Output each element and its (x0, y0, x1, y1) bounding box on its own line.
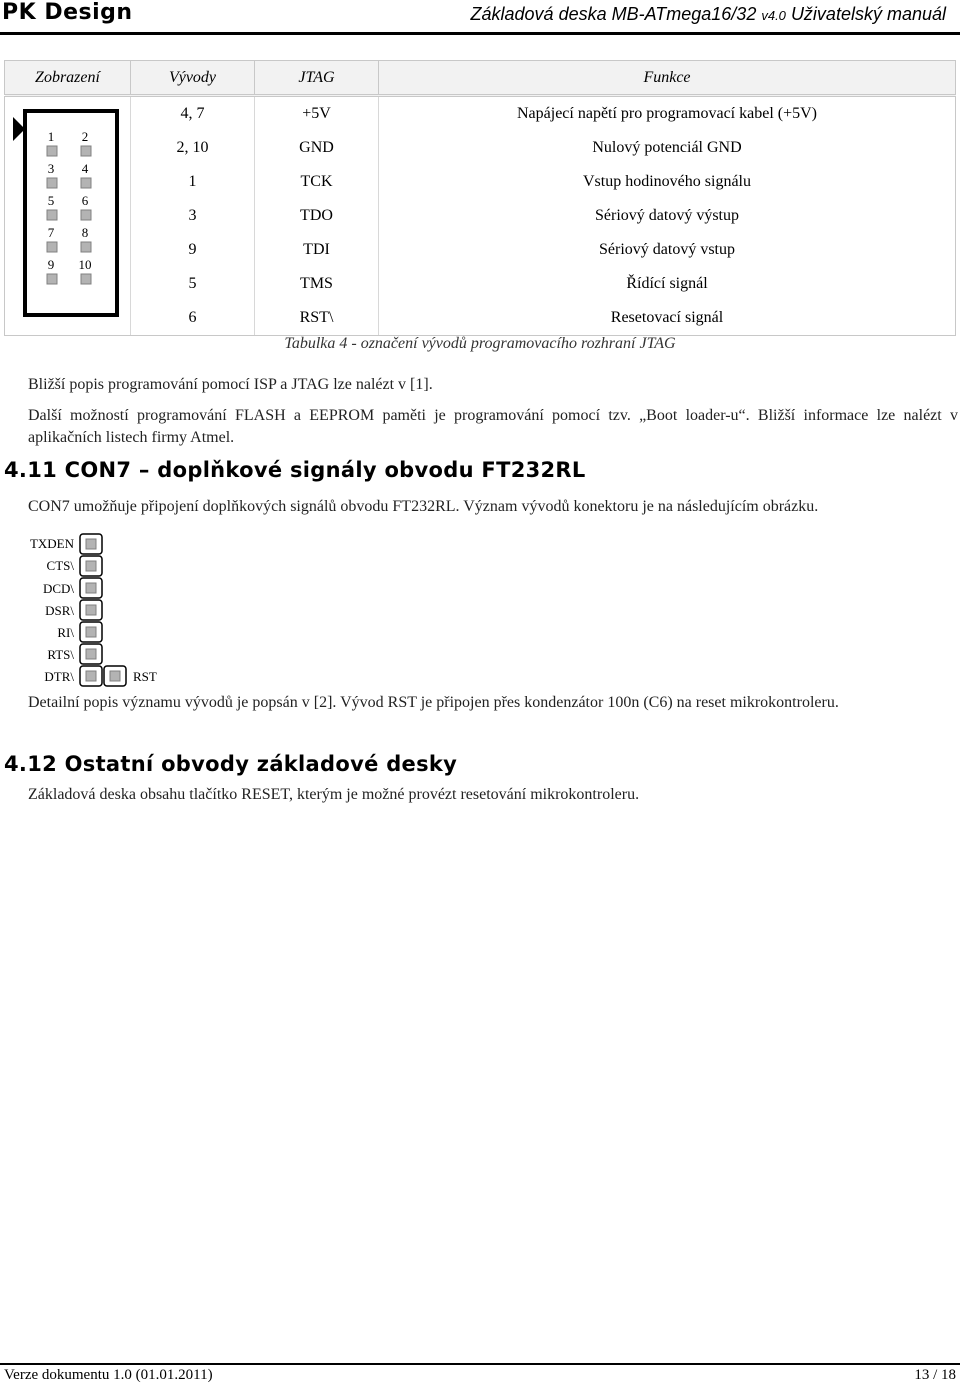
footer-rule (0, 1363, 960, 1365)
table-row (5, 301, 956, 336)
cell-pins: 4, 7 (131, 96, 255, 132)
cell-jtag: TMS (255, 267, 379, 301)
connector-pin-label: 9 (47, 257, 55, 272)
pin-core (86, 649, 96, 659)
header-jtag: JTAG (255, 61, 379, 96)
connector-pin-label: 7 (47, 225, 55, 240)
cell-jtag: TCK (255, 165, 379, 199)
paragraph-con7-detail: Detailní popis významu vývodů je popsán v [2]. Vývod RST je připojen přes kondenzátor 100n (C6) na reset mikrokontroleru. (28, 694, 839, 711)
connector-pin-label: 5 (47, 193, 55, 208)
paragraph-reset: Základová deska obsahu tlačítko RESET, kterým je možné provézt resetování mikrokontroleru. (28, 786, 640, 803)
pin-core (86, 583, 96, 593)
cell-pins: 2, 10 (131, 131, 255, 165)
con7-pin-label: DTR\ (44, 669, 74, 684)
pin-pad (47, 146, 57, 156)
cell-function: Sériový datový výstup (379, 199, 956, 233)
paragraph-bootloader: Další možností programování FLASH a EEPROM paměti je programování pomocí tzv. „Boot loader-u“. Bližší informace lze nalézt v aplikačních listech firmy Atmel. (28, 407, 958, 446)
pin-core (86, 561, 96, 571)
con7-pin-label: RI\ (57, 625, 74, 640)
pin-core (86, 605, 96, 615)
cell-function: Napájecí napětí pro programovací kabel (+5V) (379, 96, 956, 132)
con7-pin-label: CTS\ (46, 558, 74, 573)
cell-jtag: TDO (255, 199, 379, 233)
cell-jtag: RST\ (255, 301, 379, 336)
connector-picture-cell (5, 96, 131, 336)
title-prefix: Základová deska MB-ATmega16/32 (470, 4, 757, 24)
paragraph-isp-jtag: Bližší popis programování pomocí ISP a JTAG lze nalézt v [1]. (28, 376, 433, 393)
con7-pin-label: DCD\ (42, 581, 74, 596)
connector-pin-label: 1 (47, 129, 55, 144)
connector-pin-label: 4 (81, 161, 89, 176)
title-suffix: Uživatelský manuál (790, 4, 946, 24)
table-row (5, 165, 956, 199)
pin-pad (81, 242, 91, 252)
footer-page-number: 13 / 18 (914, 1367, 956, 1383)
cell-function: Sériový datový vstup (379, 233, 956, 267)
cell-function: Resetovací signál (379, 301, 956, 336)
con7-pin-label: RTS\ (47, 647, 74, 662)
cell-pins: 6 (131, 301, 255, 336)
pin-pad (47, 210, 57, 220)
table-row (5, 267, 956, 301)
cell-function: Vstup hodinového signálu (379, 165, 956, 199)
cell-function: Nulový potenciál GND (379, 131, 956, 165)
pin-pad (81, 146, 91, 156)
cell-pins: 9 (131, 233, 255, 267)
connector-pin-label: 10 (78, 257, 92, 272)
pin-pad (47, 274, 57, 284)
con7-connector-diagram (20, 530, 220, 690)
title-version: v4.0 (761, 8, 786, 23)
cell-pins: 5 (131, 267, 255, 301)
pin-pad (47, 242, 57, 252)
jtag-connector-diagram (5, 97, 130, 327)
connector-pin-label: 8 (81, 225, 89, 240)
table-row (5, 199, 956, 233)
header-pins: Vývody (131, 61, 255, 96)
header-function: Funkce (379, 61, 956, 96)
pin-pad (47, 178, 57, 188)
cell-pins: 3 (131, 199, 255, 233)
pin-pad (81, 178, 91, 188)
brand-logo: PK Design (2, 0, 133, 25)
header-display: Zobrazení (5, 61, 131, 96)
con7-rst-label: RST (133, 669, 157, 684)
table-row (5, 96, 956, 132)
connector-pin-label: 3 (47, 161, 55, 176)
con7-pin-label: DSR\ (45, 603, 74, 618)
table-caption: Tabulka 4 - označení vývodů programovacího rozhraní JTAG (284, 335, 676, 352)
pin-core (86, 671, 96, 681)
pin-pad (81, 210, 91, 220)
cell-pins: 1 (131, 165, 255, 199)
header-rule (0, 32, 960, 35)
jtag-table (4, 60, 956, 336)
con7-pin-label: TXDEN (29, 536, 74, 551)
connector-pin-label: 6 (81, 193, 89, 208)
pin-core (86, 539, 96, 549)
cell-function: Řídící signál (379, 267, 956, 301)
cell-jtag: +5V (255, 96, 379, 132)
table-header-row (5, 61, 956, 96)
section-title-other: 4.12 Ostatní obvody základové desky (4, 752, 458, 776)
paragraph-con7: CON7 umožňuje připojení doplňkových signálů obvodu FT232RL. Význam vývodů konektoru je na následujícím obrázku. (28, 498, 819, 515)
table-row (5, 131, 956, 165)
pin-pad (81, 274, 91, 284)
pin-core (86, 627, 96, 637)
cell-jtag: GND (255, 131, 379, 165)
section-title-con7: 4.11 CON7 – doplňkové signály obvodu FT232RL (4, 458, 586, 482)
document-title (471, 4, 946, 25)
connector-pin-label: 2 (81, 129, 89, 144)
footer-version: Verze dokumentu 1.0 (01.01.2011) (4, 1367, 213, 1383)
cell-jtag: TDI (255, 233, 379, 267)
pin-core (110, 671, 120, 681)
table-row (5, 233, 956, 267)
